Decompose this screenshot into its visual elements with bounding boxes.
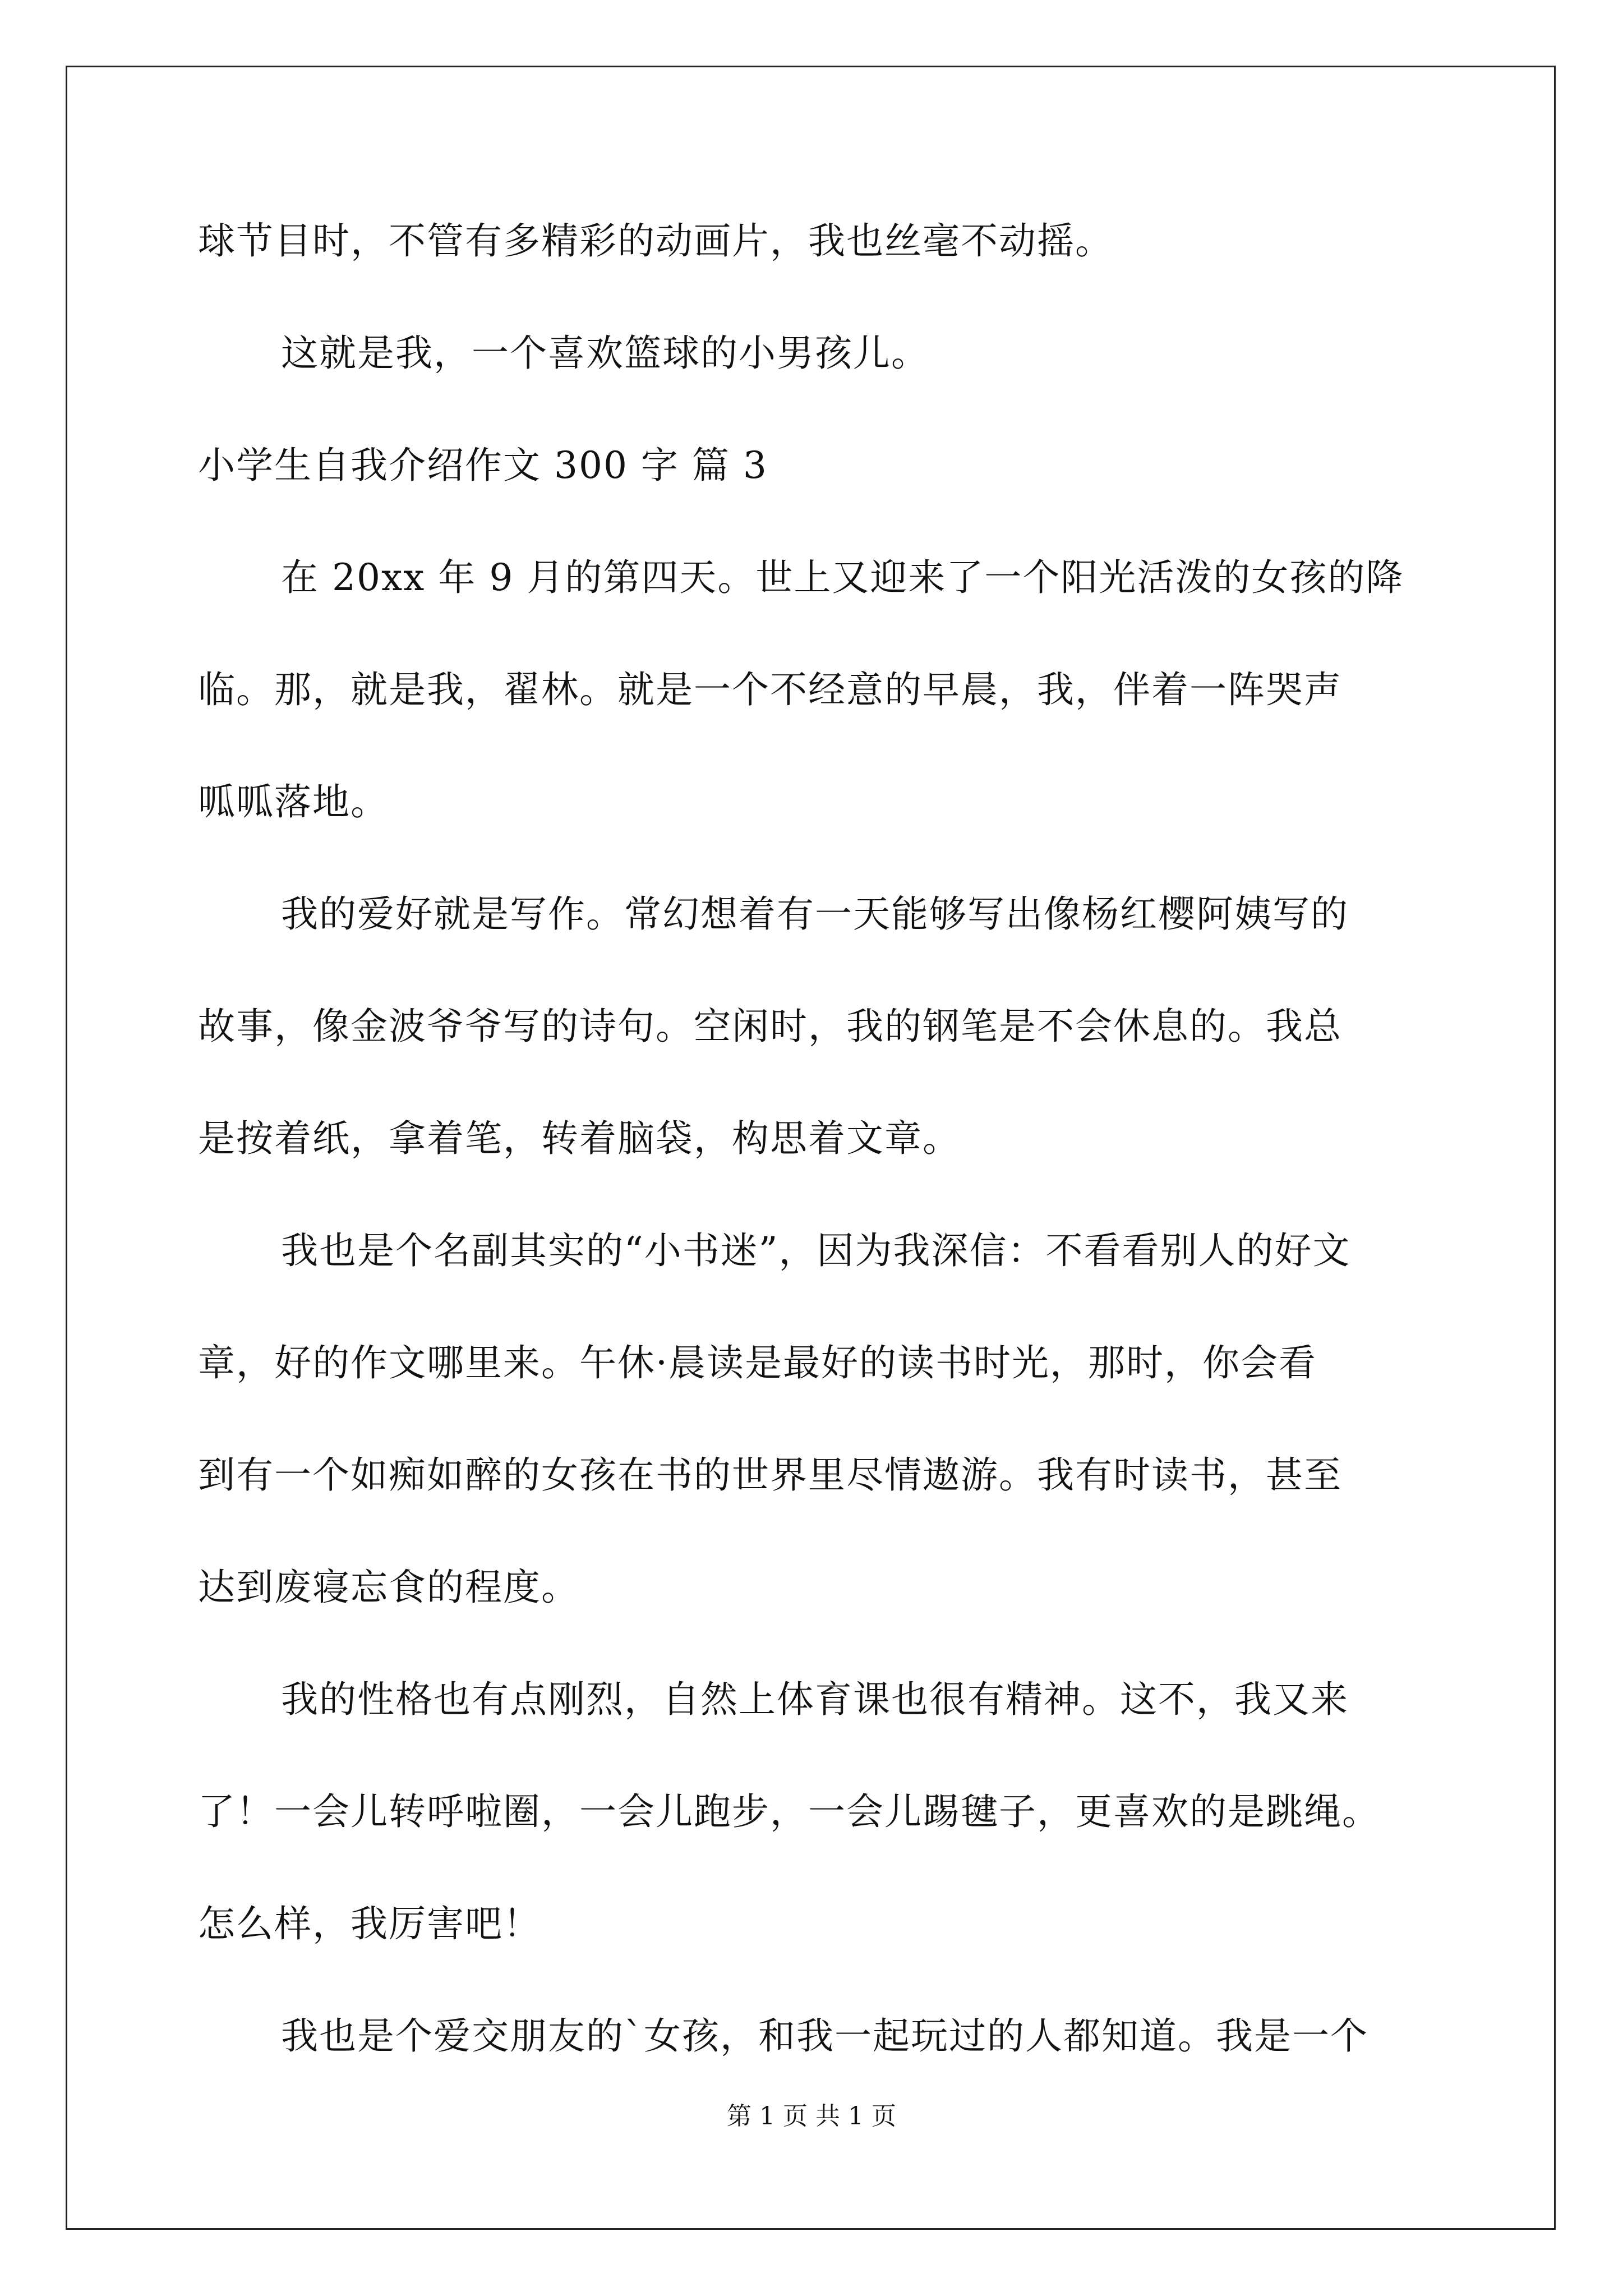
text-line: 我的性格也有点刚烈，自然上体育课也很有精神。这不，我又来 bbox=[281, 1678, 1349, 1721]
text-line: 临。那，就是我，翟林。就是一个不经意的早晨，我，伴着一阵哭声 bbox=[198, 668, 1342, 711]
text-line: 是按着纸，拿着笔，转着脑袋，构思着文章。 bbox=[198, 1117, 961, 1160]
text-line: 球节目时，不管有多精彩的动画片，我也丝毫不动摇。 bbox=[198, 219, 1113, 263]
text-line: 这就是我，一个喜欢篮球的小男孩儿。 bbox=[281, 332, 929, 375]
text-line: 怎么样，我厉害吧！ bbox=[198, 1902, 541, 1945]
text-line: 故事，像金波爷爷写的诗句。空闲时，我的钢笔是不会休息的。我总 bbox=[198, 1005, 1342, 1048]
text-line: 到有一个如痴如醉的女孩在书的世界里尽情遨游。我有时读书，甚至 bbox=[198, 1453, 1342, 1497]
text-line: 我的爱好就是写作。常幻想着有一天能够写出像杨红樱阿姨写的 bbox=[281, 892, 1349, 936]
text-line: 达到废寝忘食的程度。 bbox=[198, 1566, 579, 1609]
text-line: 我也是个名副其实的“小书迷”，因为我深信：不看看别人的好文 bbox=[281, 1229, 1351, 1272]
section-heading: 小学生自我介绍作文 300 字 篇 3 bbox=[198, 444, 768, 487]
text-line: 呱呱落地。 bbox=[198, 780, 389, 823]
text-line: 在 20xx 年 9 月的第四天。世上又迎来了一个阳光活泼的女孩的降 bbox=[281, 556, 1404, 599]
text-line: 我也是个爱交朋友的`女孩，和我一起玩过的人都知道。我是一个 bbox=[281, 2014, 1368, 2058]
text-line: 章，好的作文哪里来。午休·晨读是最好的读书时光，那时，你会看 bbox=[198, 1341, 1317, 1384]
page-footer: 第 1 页 共 1 页 bbox=[727, 2102, 896, 2131]
text-line: 了！一会儿转呼啦圈，一会儿跑步，一会儿踢毽子，更喜欢的是跳绳。 bbox=[198, 1790, 1380, 1833]
